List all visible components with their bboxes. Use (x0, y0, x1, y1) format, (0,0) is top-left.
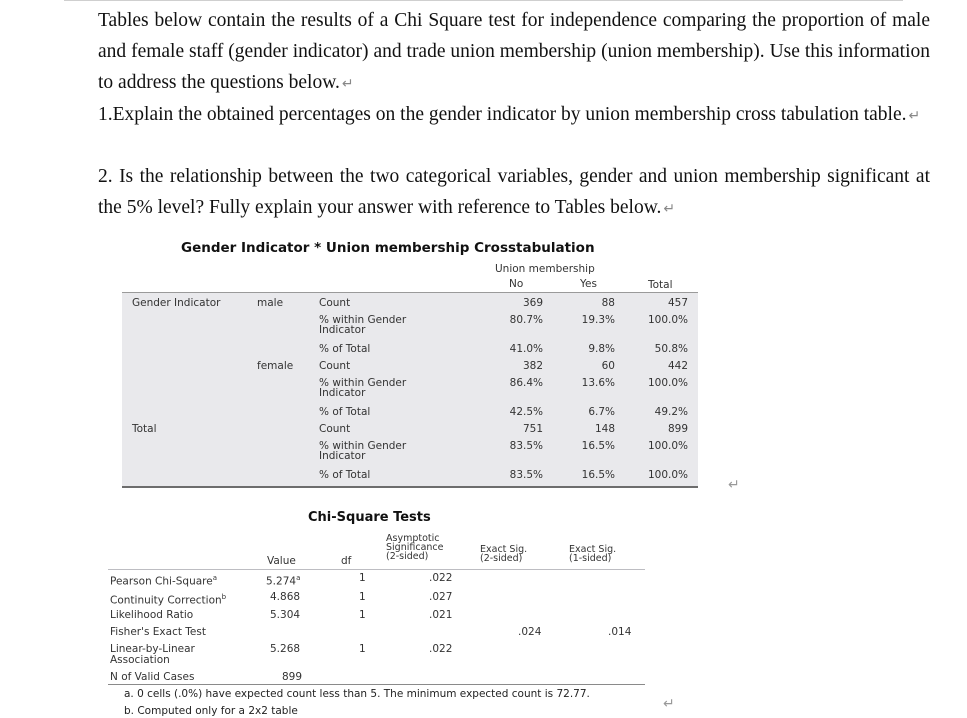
row-label-line-1: Linear-by-Linear (110, 643, 195, 655)
chisq-value (266, 573, 300, 588)
stat-of-total: % of Total (319, 469, 371, 481)
cell-total: 442 (667, 360, 688, 372)
stat-within: % within Gender (319, 314, 407, 326)
asym-line-3: (2-sided) (386, 551, 429, 562)
cell-total: 49.2% (654, 406, 688, 418)
row-female: female (257, 360, 294, 372)
cell-total: 100.0% (647, 377, 688, 389)
chisq-row-label: Fisher's Exact Test (110, 626, 206, 638)
cell-total: 100.0% (647, 469, 688, 481)
paragraph-mark-icon: ↵ (663, 202, 676, 217)
cell-total: 50.8% (654, 343, 688, 355)
footnote-marker: b (221, 593, 227, 601)
chisq-value: 5.304 (270, 609, 301, 621)
cell-no: 751 (522, 423, 543, 435)
exact2-line-2: (2-sided) (480, 553, 523, 564)
chisq-header-divider (108, 569, 645, 570)
cell-no: 86.4% (509, 377, 543, 389)
cell-no: 382 (522, 360, 543, 372)
exact1-line-2: (1-sided) (569, 553, 612, 564)
chisq-exact1-header (569, 545, 616, 563)
chisq-row-label (110, 644, 195, 666)
cell-no: 369 (522, 297, 543, 309)
col-no-header: No (509, 278, 524, 290)
cell-no: 80.7% (509, 314, 543, 326)
cell-total: 457 (667, 297, 688, 309)
footnote-b: b. Computed only for a 2x2 table (124, 705, 298, 717)
stat-of-total: % of Total (319, 406, 371, 418)
exact2-line-1: Exact Sig. (480, 544, 528, 555)
paragraph-mark-icon: ↵ (663, 696, 675, 712)
stat-count: Count (319, 360, 351, 372)
stat-of-total: % of Total (319, 343, 371, 355)
cell-yes: 148 (594, 423, 615, 435)
chisq-title: Chi-Square Tests (308, 510, 431, 525)
asym-line-2: Significance (386, 542, 444, 553)
row-male: male (257, 297, 284, 309)
question-2 (98, 161, 930, 225)
chisq-row-label (110, 592, 226, 607)
intro-paragraph (98, 5, 930, 100)
value-text: 5.274 (266, 575, 297, 588)
cell-yes: 60 (601, 360, 615, 372)
paragraph-mark-icon: ↵ (341, 77, 354, 92)
chisq-asym: .022 (429, 572, 453, 584)
chisq-df: 1 (359, 609, 366, 621)
chisq-row-label: Likelihood Ratio (110, 609, 194, 621)
chisq-df: 1 (359, 572, 366, 584)
footnote-marker: a (296, 574, 301, 582)
cell-yes: 9.8% (588, 343, 615, 355)
crosstab-title: Gender Indicator * Union membership Crosstabulation (181, 240, 595, 256)
stat-within: % within Gender (319, 440, 407, 452)
chisq-asym: .021 (429, 609, 453, 621)
paragraph-mark-icon: ↵ (728, 477, 740, 493)
cell-no: 41.0% (509, 343, 543, 355)
cell-yes: 19.3% (581, 314, 615, 326)
cell-total: 899 (667, 423, 688, 435)
row-total: Total (132, 423, 157, 435)
cell-total: 100.0% (647, 440, 688, 452)
cell-no: 83.5% (509, 469, 543, 481)
chisq-exact2: .024 (518, 626, 542, 638)
cell-yes: 16.5% (581, 469, 615, 481)
question-1 (98, 99, 930, 132)
question-2-text: 2. Is the relationship between the two categorical variables, gender and union membership significant at the 5% level? Fully explain your answer with reference to Tables below. (98, 166, 930, 218)
cell-total: 100.0% (647, 314, 688, 326)
chisq-row-label (110, 573, 217, 588)
stat-within-l2: Indicator (319, 450, 366, 462)
col-yes-header: Yes (580, 278, 597, 290)
union-membership-header: Union membership (495, 263, 595, 275)
row-label-line-2: Association (110, 654, 170, 666)
stat-count: Count (319, 297, 351, 309)
chisq-bottom-divider (108, 684, 645, 685)
footnote-marker: a (212, 574, 218, 582)
chisq-asym: .027 (429, 591, 453, 603)
question-1-text: 1.Explain the obtained percentages on the gender indicator by union membership cross tabulation table. (98, 104, 907, 125)
chisq-df-header: df (341, 555, 352, 567)
exact1-line-1: Exact Sig. (569, 544, 617, 555)
row-label-text: Continuity Correction (110, 594, 222, 607)
row-group-gender: Gender Indicator (132, 297, 221, 309)
chisq-exact1: .014 (608, 626, 632, 638)
cell-yes: 16.5% (581, 440, 615, 452)
chisq-exact2-header (480, 545, 527, 563)
cell-no: 83.5% (509, 440, 543, 452)
cell-yes: 6.7% (588, 406, 615, 418)
row-label-text: Pearson Chi-Square (110, 575, 213, 588)
stat-count: Count (319, 423, 351, 435)
stat-within-l2: Indicator (319, 387, 366, 399)
stat-within: % within Gender (319, 377, 407, 389)
chisq-valid-label: N of Valid Cases (110, 671, 195, 683)
asym-line-1: Asymptotic (386, 533, 440, 544)
chisq-df: 1 (359, 643, 366, 655)
cell-yes: 88 (601, 297, 615, 309)
cell-no: 42.5% (509, 406, 543, 418)
chisq-asym-header (386, 534, 443, 561)
paragraph-mark-icon: ↵ (908, 109, 921, 124)
stat-within-l2: Indicator (319, 324, 366, 336)
chisq-value-header: Value (267, 555, 296, 567)
chisq-value: 5.268 (270, 643, 301, 655)
chisq-df: 1 (359, 591, 366, 603)
col-total-header: Total (648, 279, 673, 291)
chisq-valid-value: 899 (282, 671, 303, 683)
intro-text: Tables below contain the results of a Chi Square test for independence comparing the proportion of male and female staff (gender indicator) and trade union membership (union membership). Use this information to address the questions below. (98, 10, 930, 93)
footnote-a: a. 0 cells (.0%) have expected count less than 5. The minimum expected count is 72.77. (124, 688, 590, 700)
page-top-border (64, 0, 903, 3)
cell-yes: 13.6% (581, 377, 615, 389)
chisq-asym: .022 (429, 643, 453, 655)
chisq-value: 4.868 (270, 591, 301, 603)
